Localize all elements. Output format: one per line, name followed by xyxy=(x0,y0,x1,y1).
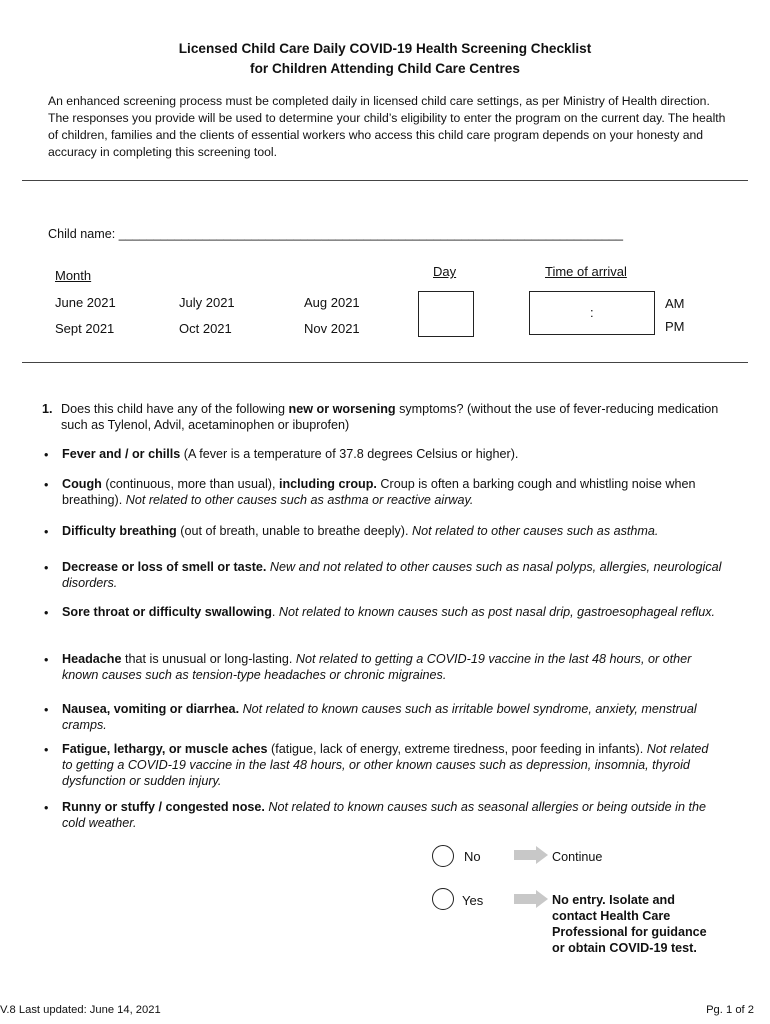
question-text xyxy=(61,401,721,433)
child-name-field[interactable]: Child name: ________________________________________________________________________ xyxy=(48,227,623,241)
no-radio[interactable] xyxy=(432,845,454,867)
document-title-line2: for Children Attending Child Care Centres xyxy=(250,61,520,76)
bullet-icon: • xyxy=(44,525,49,539)
arrow-right-icon xyxy=(514,846,548,864)
no-label: No xyxy=(464,849,481,864)
bullet-icon: • xyxy=(44,448,49,462)
section-divider-middle xyxy=(22,362,748,363)
symptom-exclusion: Not related to other causes such as asthma. xyxy=(412,524,659,538)
time-of-arrival-header: Time of arrival xyxy=(545,264,627,279)
bullet-icon: • xyxy=(44,653,49,667)
symptom-title: Nausea, vomiting or diarrhea. xyxy=(62,702,240,716)
symptom-title: Difficulty breathing xyxy=(62,524,177,538)
yes-result-text: No entry. Isolate and contact Health Care Professional for guidance or obtain COVID-19 test. xyxy=(552,893,707,955)
bullet-icon: • xyxy=(44,801,49,815)
question-text-part1: Does this child have any of the following xyxy=(61,402,289,416)
footer-page-number: Pg. 1 of 2 xyxy=(706,1004,754,1016)
symptom-title: Decrease or loss of smell or taste. xyxy=(62,560,267,574)
bullet-icon: • xyxy=(44,561,49,575)
symptom-exclusion: Not related to known causes such as post nasal drip, gastroesophageal reflux. xyxy=(278,605,716,619)
symptom-title: Sore throat or difficulty swallowing xyxy=(62,605,272,619)
symptom-title: Fever and / or chills xyxy=(62,447,181,461)
day-input-box[interactable] xyxy=(418,291,474,337)
day-header: Day xyxy=(433,264,457,279)
symptom-runny-nose xyxy=(62,799,722,831)
bullet-icon: • xyxy=(44,703,49,717)
symptom-difficulty-breathing xyxy=(62,523,722,539)
arrow-right-icon xyxy=(514,890,548,908)
symptom-detail: (out of breath, unable to breathe deeply). xyxy=(176,524,412,538)
symptom-title: Fatigue, lethargy, or muscle aches xyxy=(62,742,268,756)
symptom-smell-taste xyxy=(62,559,722,591)
question-text-part2: symptoms? (without the use of fever-reducing medication such as Tylenol, Advil, acetaminophen or ibuprofen) xyxy=(61,402,719,432)
symptom-title: Runny or stuffy / congested nose. xyxy=(62,800,265,814)
time-separator: : xyxy=(590,305,594,320)
symptom-detail: . xyxy=(271,605,279,619)
intro-paragraph: An enhanced screening process must be completed daily in licensed child care settings, as per Ministry of Health direction. The responses you provide will be used to determine your child’s eligibility to enter the program on the current day. The health of children, families and the clients of essential workers who access this child care program depends on your honesty and accuracy in completing this screening tool. xyxy=(48,94,726,159)
yes-label: Yes xyxy=(462,893,484,908)
time-input-box[interactable] xyxy=(529,291,655,335)
document-title-line1: Licensed Child Care Daily COVID-19 Health Screening Checklist xyxy=(178,41,592,56)
yes-radio[interactable] xyxy=(432,888,454,910)
symptom-detail: (continuous, more than usual), xyxy=(101,477,279,491)
question-text-emphasis: new or worsening xyxy=(288,402,396,416)
month-option-aug[interactable]: Aug 2021 xyxy=(304,295,360,310)
symptom-exclusion: New and not related to other causes such as nasal polyps, allergies, neurological disorders. xyxy=(62,560,722,590)
symptom-nausea xyxy=(62,701,722,733)
symptom-title: Cough xyxy=(62,477,102,491)
footer-version: V.8 Last updated: June 14, 2021 xyxy=(0,1004,161,1016)
month-option-july[interactable]: July 2021 xyxy=(179,295,235,310)
month-option-june[interactable]: June 2021 xyxy=(55,295,116,310)
pm-option[interactable]: PM xyxy=(665,319,685,334)
no-result-text: Continue xyxy=(552,850,603,864)
symptom-exclusion: Not related to known causes such as irritable bowel syndrome, anxiety, menstrual cramps. xyxy=(62,702,697,732)
symptom-detail: that is unusual or long-lasting. xyxy=(121,652,296,666)
symptom-exclusion: Not related to other causes such as asthma or reactive airway. xyxy=(125,493,474,507)
bullet-icon: • xyxy=(44,478,49,492)
month-header: Month xyxy=(55,268,92,283)
symptom-exclusion: Not related to known causes such as seasonal allergies or being outside in the cold weather. xyxy=(62,800,706,830)
symptom-detail-2: Croup is often a barking cough and whistling noise when breathing). xyxy=(62,477,696,507)
month-option-sept[interactable]: Sept 2021 xyxy=(55,321,115,336)
question-number: 1. xyxy=(42,402,53,416)
am-option[interactable]: AM xyxy=(665,296,685,311)
bullet-icon: • xyxy=(44,743,49,757)
month-option-oct[interactable]: Oct 2021 xyxy=(179,321,232,336)
symptom-fever xyxy=(62,446,722,462)
symptom-title: Headache xyxy=(62,652,122,666)
section-divider-top xyxy=(22,180,748,181)
symptom-cough xyxy=(62,476,722,508)
month-option-nov[interactable]: Nov 2021 xyxy=(304,321,360,336)
symptom-fatigue xyxy=(62,741,722,789)
symptom-emphasis: including croup. xyxy=(278,477,377,491)
symptom-detail: (fatigue, lack of energy, extreme tiredness, poor feeding in infants). xyxy=(267,742,647,756)
bullet-icon: • xyxy=(44,606,49,620)
symptom-exclusion: Not related to getting a COVID-19 vaccine in the last 48 hours, or other known causes such as depression, insomnia, thyroid dysfunction or sudden injury. xyxy=(62,742,709,788)
symptom-sore-throat xyxy=(62,604,722,620)
symptom-exclusion: Not related to getting a COVID-19 vaccine in the last 48 hours, or other known causes such as tension-type headaches or chronic migraines. xyxy=(62,652,692,682)
symptom-headache xyxy=(62,651,722,683)
symptom-detail: (A fever is a temperature of 37.8 degrees Celsius or higher). xyxy=(180,447,519,461)
